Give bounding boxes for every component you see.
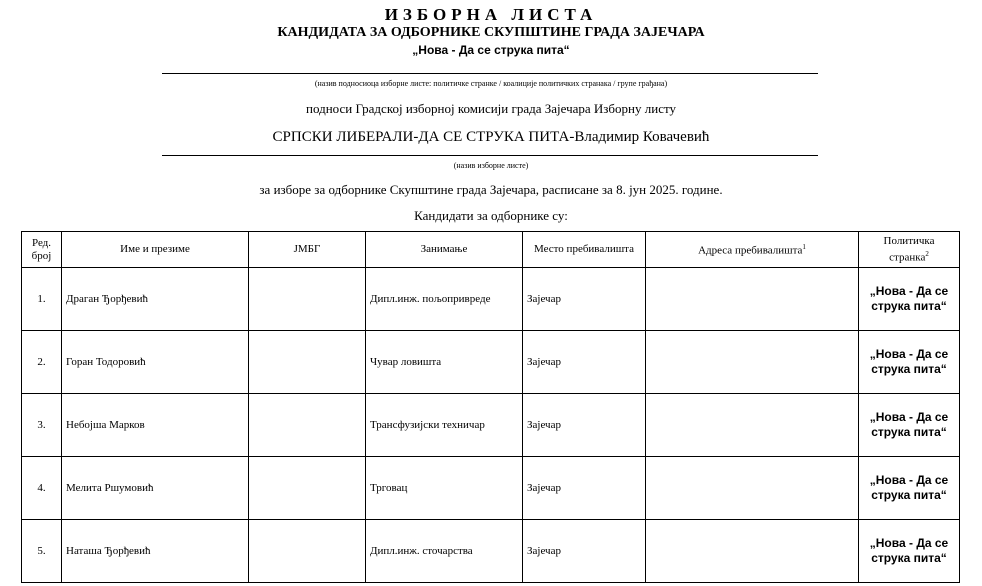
cell-number: 3.: [22, 394, 62, 457]
cell-number: 2.: [22, 331, 62, 394]
cell-party: „Нова - Да се струка пита“: [859, 331, 960, 394]
cell-jmbg: [249, 268, 366, 331]
submitter-name: „Нова - Да се струка пита“: [412, 43, 570, 57]
cell-number: 1.: [22, 268, 62, 331]
header-occupation: Занимање: [366, 232, 523, 268]
cell-address: [646, 520, 859, 583]
cell-place: Зајечар: [523, 331, 646, 394]
table-row: [22, 520, 960, 583]
submitter-underline: [162, 73, 818, 74]
cell-name: Драган Ђорђевић: [62, 268, 249, 331]
document-subtitle: КАНДИДАТА ЗА ОДБОРНИКЕ СКУПШТИНЕ ГРАДА ЗАЈЕЧАРА: [277, 25, 705, 40]
header-place: Место пребивалишта: [523, 232, 646, 268]
table-row: [22, 457, 960, 520]
cell-occupation: Трговац: [366, 457, 523, 520]
cell-jmbg: [249, 457, 366, 520]
candidates-intro: Кандидати за одборнике су:: [414, 208, 568, 223]
cell-name: Наташа Ђорђевић: [62, 520, 249, 583]
list-name-note: (назив изборне листе): [453, 161, 529, 170]
cell-occupation: Чувар ловишта: [366, 331, 523, 394]
cell-place: Зајечар: [523, 394, 646, 457]
header-party: Политичка странка$^2$: [859, 232, 960, 268]
cell-place: Зајечар: [523, 520, 646, 583]
cell-name: Небојша Марков: [62, 394, 249, 457]
cell-place: Зајечар: [523, 268, 646, 331]
table-row: [22, 331, 960, 394]
cell-name: Горан Тодоровић: [62, 331, 249, 394]
cell-party: „Нова - Да се струка пита“: [859, 394, 960, 457]
cell-occupation: Дипл.инж. сточарства: [366, 520, 523, 583]
submits-line: подноси Градској изборној комисији града Зајечара Изборну листу: [306, 101, 676, 116]
list-name: СРПСКИ ЛИБЕРАЛИ-ДА СЕ СТРУКА ПИТА-Владимир Ковачевић: [272, 129, 710, 145]
header-jmbg: ЈМБГ: [249, 232, 366, 268]
candidates-table: [21, 231, 960, 583]
cell-party: „Нова - Да се струка пита“: [859, 520, 960, 583]
cell-name: Мелита Ршумовић: [62, 457, 249, 520]
cell-number: 4.: [22, 457, 62, 520]
table-row: [22, 268, 960, 331]
table-row: [22, 394, 960, 457]
cell-party: „Нова - Да се струка пита“: [859, 268, 960, 331]
cell-place: Зајечар: [523, 457, 646, 520]
submitter-note: (назив подносиоца изборне листе: политичке странке / коалиције политичких странака / групе грађана): [314, 79, 668, 88]
cell-number: 5.: [22, 520, 62, 583]
cell-address: [646, 394, 859, 457]
cell-address: [646, 331, 859, 394]
document-title: ИЗБОРНА ЛИСТА: [384, 5, 598, 24]
header-number: Ред. број: [22, 232, 62, 268]
cell-address: [646, 457, 859, 520]
header-address: Адреса пребивалишта$^1$: [646, 232, 859, 268]
cell-occupation: Трансфузијски техничар: [366, 394, 523, 457]
cell-jmbg: [249, 520, 366, 583]
cell-jmbg: [249, 394, 366, 457]
election-line: за изборе за одборнике Скупштине града Зајечара, расписане за 8. јун 2025. године.: [259, 182, 723, 197]
list-name-underline: [162, 155, 818, 156]
cell-jmbg: [249, 331, 366, 394]
table-header-row: [22, 232, 960, 268]
cell-occupation: Дипл.инж. пољопривреде: [366, 268, 523, 331]
cell-address: [646, 268, 859, 331]
header-name: Име и презиме: [62, 232, 249, 268]
cell-party: „Нова - Да се струка пита“: [859, 457, 960, 520]
